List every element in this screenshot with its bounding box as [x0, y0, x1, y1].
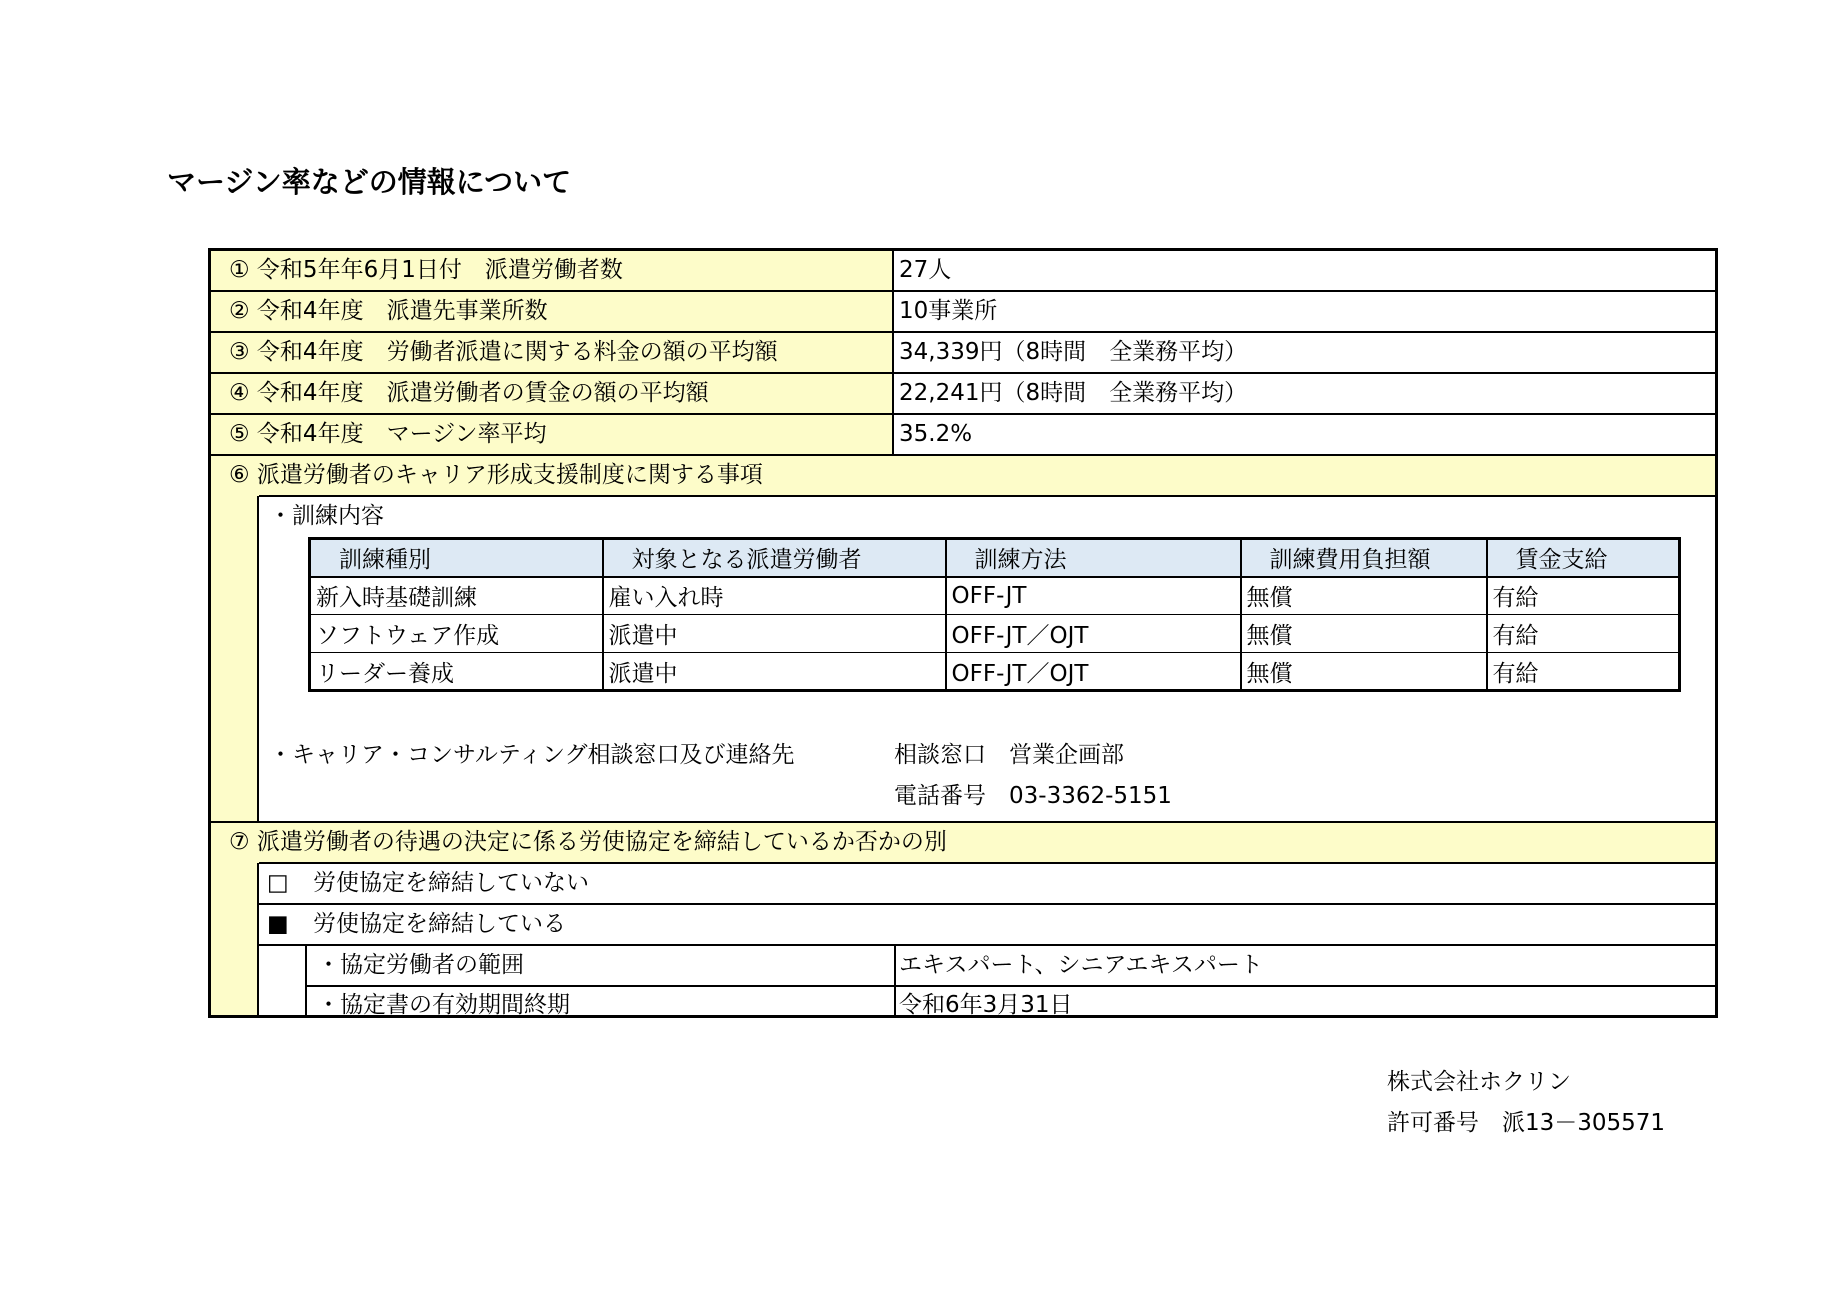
table-header-cell: 対象となる派遣労働者 [603, 539, 946, 577]
option-not-concluded [259, 864, 1715, 904]
training-table-header [310, 539, 1680, 577]
section-6-title: ⑥ 派遣労働者のキャリア形成支援制度に関する事項 [229, 462, 763, 488]
table-cell: 派遣中 [603, 615, 946, 653]
option-concluded [259, 905, 1715, 945]
info-row-2 [211, 292, 1715, 332]
company-name: 株式会社ホクリン [1387, 1069, 1571, 1095]
expiry-value: 令和6年3月31日 [899, 992, 1073, 1018]
info-row-4 [211, 374, 1715, 414]
table-cell: 有給 [1487, 615, 1680, 653]
info-row-label: ④ 令和4年度 派遣労働者の賃金の額の平均額 [211, 374, 894, 414]
info-row-value: 34,339円（8時間 全業務平均） [894, 333, 1715, 373]
info-row-label: ③ 令和4年度 労働者派遣に関する料金の額の平均額 [211, 333, 894, 373]
table-row [310, 653, 1680, 691]
scope-label: ・協定労働者の範囲 [317, 952, 524, 978]
table-cell: リーダー養成 [310, 653, 603, 691]
info-row-1 [211, 251, 1715, 291]
table-cell: 無償 [1241, 653, 1487, 691]
info-row-label: ① 令和5年年6月1日付 派遣労働者数 [211, 251, 894, 291]
table-cell: 無償 [1241, 577, 1487, 615]
consult-label: ・キャリア・コンサルティング相談窓口及び連絡先 [269, 742, 795, 768]
table-cell: ソフトウェア作成 [310, 615, 603, 653]
table-cell: 派遣中 [603, 653, 946, 691]
info-row-value: 35.2% [894, 415, 1715, 455]
consult-desk: 相談窓口 営業企画部 [894, 742, 1124, 768]
table-cell: OFF-JT／OJT [946, 653, 1241, 691]
table-cell: 無償 [1241, 615, 1487, 653]
section-6-header [211, 456, 1715, 496]
agreement-indent [259, 945, 307, 1015]
table-cell: 新入時基礎訓練 [310, 577, 603, 615]
table-row [310, 577, 1680, 615]
info-row-3 [211, 333, 1715, 373]
consult-phone: 電話番号 03-3362-5151 [894, 783, 1172, 809]
info-row-value: 10事業所 [894, 292, 1715, 332]
table-cell: 有給 [1487, 653, 1680, 691]
page-title: マージン率などの情報について [167, 165, 572, 199]
table-cell: 雇い入れ時 [603, 577, 946, 615]
section-7-indent-strip [211, 863, 259, 1015]
training-table [308, 537, 1681, 692]
table-cell: OFF-JT [946, 577, 1241, 615]
info-row-value: 22,241円（8時間 全業務平均） [894, 374, 1715, 414]
section-7-title: ⑦ 派遣労働者の待遇の決定に係る労使協定を締結しているか否かの別 [229, 829, 947, 855]
table-header-cell: 訓練種別 [310, 539, 603, 577]
training-heading: ・訓練内容 [269, 503, 384, 529]
table-cell: OFF-JT／OJT [946, 615, 1241, 653]
table-header-cell: 訓練方法 [946, 539, 1241, 577]
license-number: 許可番号 派13－305571 [1387, 1110, 1666, 1136]
info-row-label: ② 令和4年度 派遣先事業所数 [211, 292, 894, 332]
table-header-cell: 賃金支給 [1487, 539, 1680, 577]
checkbox-checked-icon: ■ [267, 911, 289, 937]
option-label: 労使協定を締結している [313, 911, 566, 937]
table-row [310, 615, 1680, 653]
section-6-indent-strip [211, 496, 259, 821]
info-row-label: ⑤ 令和4年度 マージン率平均 [211, 415, 894, 455]
table-cell: 有給 [1487, 577, 1680, 615]
table-header-cell: 訓練費用負担額 [1241, 539, 1487, 577]
info-row-value: 27人 [894, 251, 1715, 291]
info-table [208, 248, 1718, 1018]
expiry-label: ・協定書の有効期間終期 [317, 992, 570, 1018]
checkbox-unchecked-icon: □ [267, 870, 289, 896]
info-row-5 [211, 415, 1715, 455]
scope-value: エキスパート、シニアエキスパート [899, 952, 1263, 978]
section-7-header [211, 823, 1715, 863]
option-label: 労使協定を締結していない [313, 870, 589, 896]
